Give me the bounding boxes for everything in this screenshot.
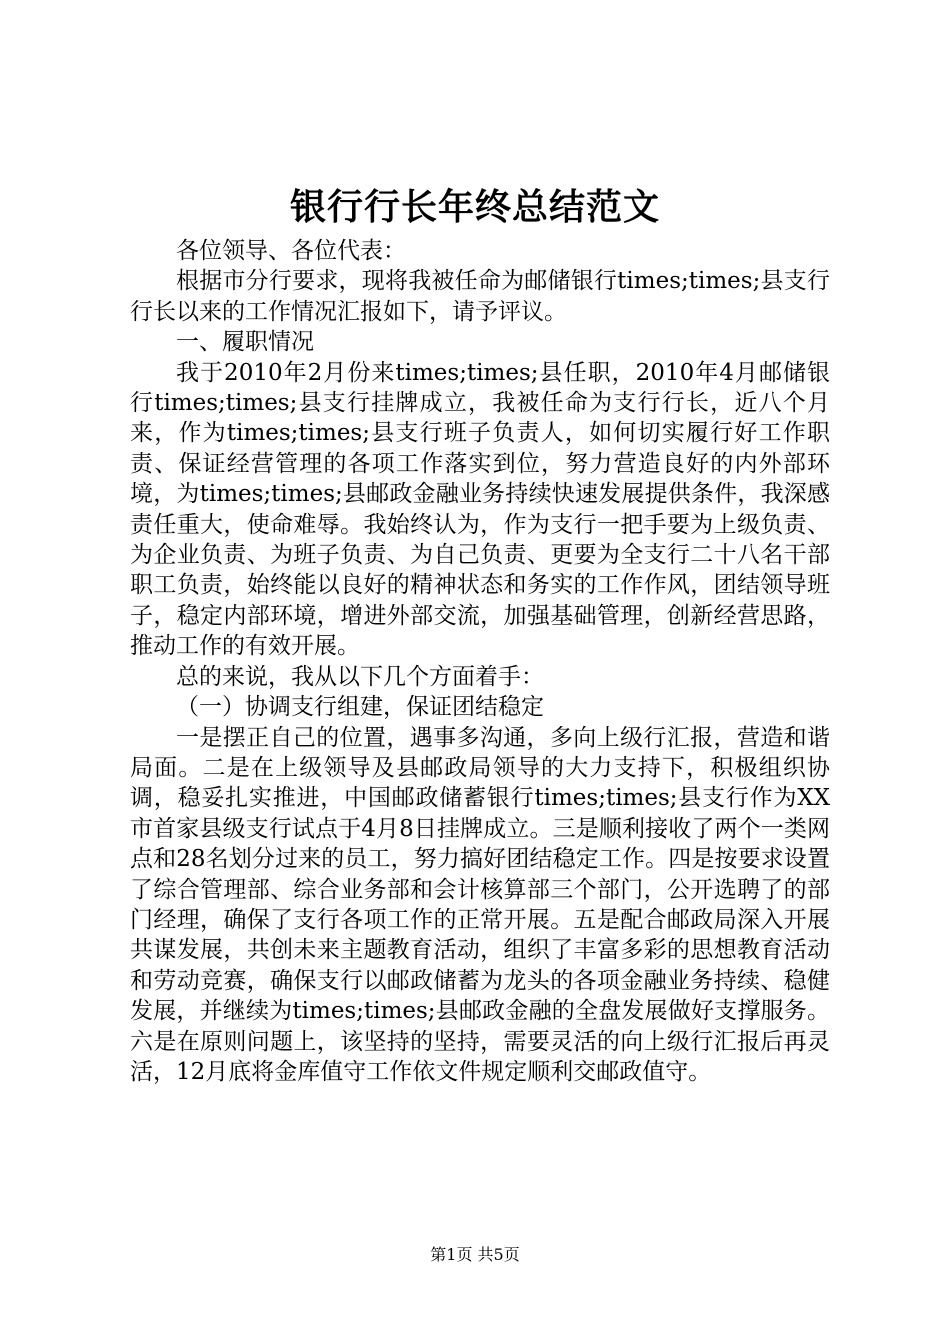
paragraph-greeting: 各位领导、各位代表： [176,238,406,264]
document-title: 银行行长年终总结范文 [289,186,660,228]
paragraph-intro: 根据市分行要求，现将我被任命为邮储银行times;times;县支行行长以来的工作情况汇报如下，请予评议。 [130,268,830,325]
page-number-footer: 第1页 共5页 [430,1245,520,1264]
paragraph-overview: 总的来说，我从以下几个方面着手： [176,663,544,690]
paragraph-duty: 我于2010年2月份来times;times;县任职，2010年4月邮储银行times;times;县支行挂牌成立，我被任命为支行行长，近八个月来，作为times;times;县支行班子负责人，如何切实履行好工作职责、保证经营管理的各项工作落实到位，努力营造良好的内外部环境，为times;times;县邮政金融业务持续快速发展提供条件，我深感责任重大，使命难辱。我始终认为，作为支行一把手要为上级负责、为企业负责、为班子负责、为自己负责、更要为全支行二十八名干部职工负责，始终能以良好的精神状态和务实的工作作风，团结领导班子，稳定内部环境，增进外部交流，加强基础管理，创新经营思路，推动工作的有效开展。 [130,359,830,660]
document-body [130,236,830,1087]
section-heading-1: 一、履职情况 [176,329,314,356]
paragraph-details: 一是摆正自己的位置，遇事多沟通，多向上级行汇报，营造和谐局面。二是在上级领导及县邮政局领导的大力支持下，积极组织协调，稳妥扎实推进，中国邮政储蓄银行times;times;县支行作为XX市首家县级支行试点于4月8日挂牌成立。三是顺利接收了两个一类网点和28名划分过来的员工，努力搞好团结稳定工作。四是按要求设置了综合管理部、综合业务部和会计核算部三个部门，公开选聘了的部门经理，确保了支行各项工作的正常开展。五是配合邮政局深入开展共谋发展，共创未来主题教育活动，组织了丰富多彩的思想教育活动和劳动竞赛，确保支行以邮政储蓄为龙头的各项金融业务持续、稳健发展，并继续为times;times;县邮政金融的全盘发展做好支撑服务。六是在原则问题上，该坚持的坚持，需要灵活的向上级行汇报后再灵活，12月底将金库值守工作依文件规定顺利交邮政值守。 [130,724,830,1085]
subsection-heading-1: （一）协调支行组建，保证团结稳定 [176,694,544,721]
